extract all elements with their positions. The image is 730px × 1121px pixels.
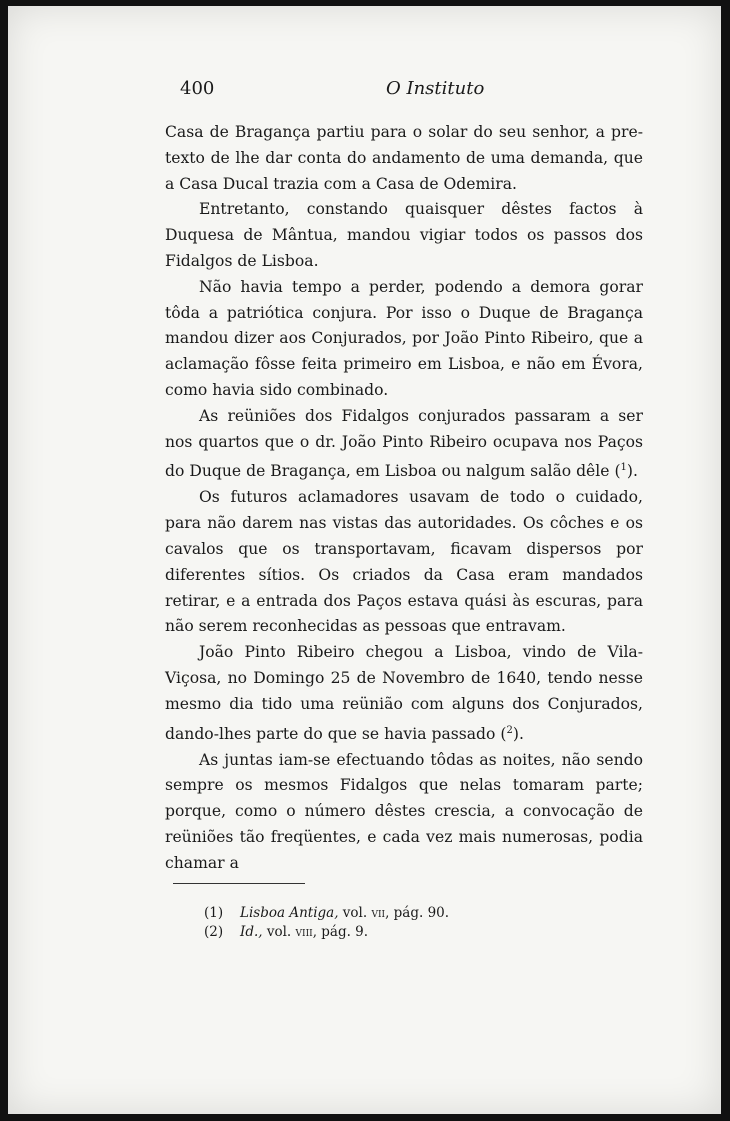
- footnote-source: Id.,: [240, 924, 263, 940]
- paragraph-text: ).: [626, 462, 638, 481]
- footnote-number: (1): [204, 905, 224, 921]
- page-number: 400: [180, 78, 215, 99]
- paragraph-text: Não havia tempo a perder, podendo a demora gorar tôda a patriótica conjura. Por isso o Duque de Bragança mandou dizer aos Conjurados, por João Pinto Ribeiro, que a aclamação fôsse feita primeiro em Lisboa, e não em Évora, como havia sido combinado.: [165, 277, 643, 399]
- paragraph-text: ).: [512, 724, 524, 743]
- paragraph-text: As reüniões dos Fidalgos conjurados passaram a ser nos quartos que o dr. João Pinto Ribeiro ocupava nos Paços do Duque de Bragança, em Lisboa ou nalgum salão dêle (: [165, 406, 643, 481]
- footnote-number: (2): [204, 924, 224, 940]
- footnote-ref: 1: [620, 462, 627, 474]
- footnote-vol-prefix: vol.: [338, 905, 372, 921]
- page-header: [168, 78, 648, 104]
- footnote-volume: viii: [295, 924, 313, 940]
- paragraph-text: João Pinto Ribeiro chegou a Lisboa, vindo de Vila-Viçosa, no Domingo 25 de Novembro de 1640, tendo nesse mesmo dia tido uma reünião com alguns dos Conjurados, dando-lhes parte do que se havia passado (: [165, 643, 643, 743]
- paragraph: [165, 404, 643, 486]
- footnote-volume: vii: [371, 905, 386, 921]
- paragraph-text: Casa de Bragança partiu para o solar do seu senhor, a pretexto de lhe dar conta do andamento de uma demanda, que a Casa Ducal trazia com a Casa de Odemira.: [165, 123, 643, 193]
- paragraph-text: Os futuros aclamadores usavam de todo o cuidado, para não darem nas vistas das autoridades. Os côches e os cavalos que os transportavam, ficavam dispersos por diferentes sítios. Os criados da Casa eram mandados retirar, e a entrada dos Paços estava quási às escuras, para não serem reconhecidas as pessoas que entravam.: [165, 488, 643, 636]
- paragraph-text: Entretanto, constando quaisquer dêstes factos à Duquesa de Mântua, mandou vigiar todos os passos dos Fidalgos de Lisboa.: [165, 200, 643, 270]
- book-page: [8, 6, 721, 1114]
- paragraph-text: As juntas iam-se efectuando tôdas as noites, não sendo sempre os mesmos Fidalgos que nelas tomaram parte; porque, como o número dêstes crescia, a convocação de reüniões tão freqüentes, e cada vez mais numerosas, podia chamar a: [165, 750, 643, 872]
- footnote-page: , pág. 9.: [312, 924, 369, 940]
- running-title: O Instituto: [386, 78, 485, 99]
- body-text: [165, 120, 643, 876]
- paragraph: [165, 485, 643, 640]
- paragraph: [165, 275, 643, 404]
- footnote-page: , pág. 90.: [385, 905, 450, 921]
- footnote: [204, 923, 449, 942]
- footnote-rule: [173, 883, 305, 884]
- footnotes: [204, 904, 449, 942]
- paragraph: [165, 748, 643, 877]
- footnote-source: Lisboa Antiga,: [240, 905, 339, 921]
- paragraph: [165, 640, 643, 747]
- footnote: [204, 904, 449, 923]
- footnote-ref: 2: [506, 724, 513, 736]
- paragraph: [165, 197, 643, 274]
- footnote-vol-prefix: vol.: [262, 924, 296, 940]
- paragraph: [165, 120, 643, 197]
